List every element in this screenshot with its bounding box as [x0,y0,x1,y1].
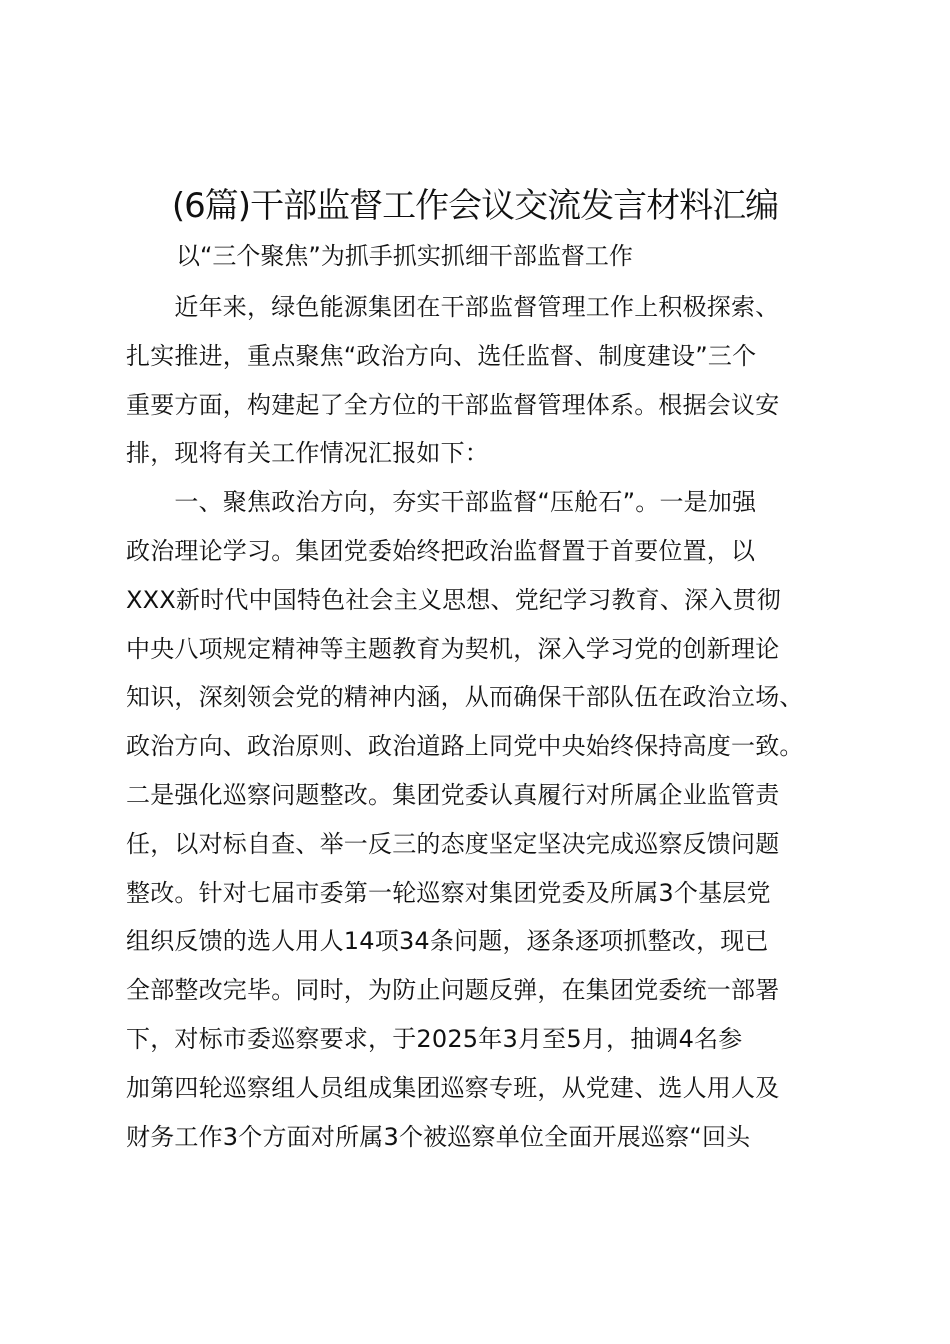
text-line: 近年来，绿色能源集团在干部监督管理工作上积极探索、 [126,293,780,321]
text-line: 政治理论学习。集团党委始终把政治监督置于首要位置，以 [126,536,756,565]
text-line: 知识，深刻领会党的精神内涵，从而确保干部队伍在政治立场、 [126,683,804,712]
text-line: 一、聚焦政治方向，夯实干部监督“压舱石”。一是加强 [126,488,757,517]
text-line: 任，以对标自查、举一反三的态度坚定坚决完成巡察反馈问题 [126,829,780,858]
text-line: 全部整改完毕。同时，为防止问题反弹，在集团党委统一部署 [126,976,780,1005]
text-line: 政治方向、政治原则、政治道路上同党中央始终保持高度一致。 [126,732,804,761]
text-line: 下，对标市委巡察要求，于2025年3月至5月，抽调4名参 [126,1024,743,1053]
text-line: 中央八项规定精神等主题教育为契机，深入学习党的创新理论 [126,634,780,663]
text-line: 整改。针对七届市委第一轮巡察对集团党委及所属3个基层党 [126,878,771,907]
text-line: 排，现将有关工作情况汇报如下： [126,439,489,468]
text-line: 组织反馈的选人用人14项34条问题，逐条逐项抓整改，现已 [126,927,769,956]
text-line: 扎实推进，重点聚焦“政治方向、选任监督、制度建设”三个 [126,341,757,370]
text-line: 财务工作3个方面对所属3个被巡察单位全面开展巡察“回头 [126,1122,751,1151]
text-line: 二是强化巡察问题整改。集团党委认真履行对所属企业监管责 [126,780,780,809]
document-title: (6篇)干部监督工作会议交流发言材料汇编 [171,186,779,226]
text-line: 重要方面，构建起了全方位的干部监督管理体系。根据会议安 [126,390,780,419]
text-line: 加第四轮巡察组人员组成集团巡察专班，从党建、选人用人及 [126,1073,780,1102]
text-line: XXX新时代中国特色社会主义思想、党纪学习教育、深入贯彻 [126,585,781,614]
document-body [126,283,851,1161]
document-subtitle: 以“三个聚焦”为抓手抓实抓细干部监督工作 [176,242,633,270]
